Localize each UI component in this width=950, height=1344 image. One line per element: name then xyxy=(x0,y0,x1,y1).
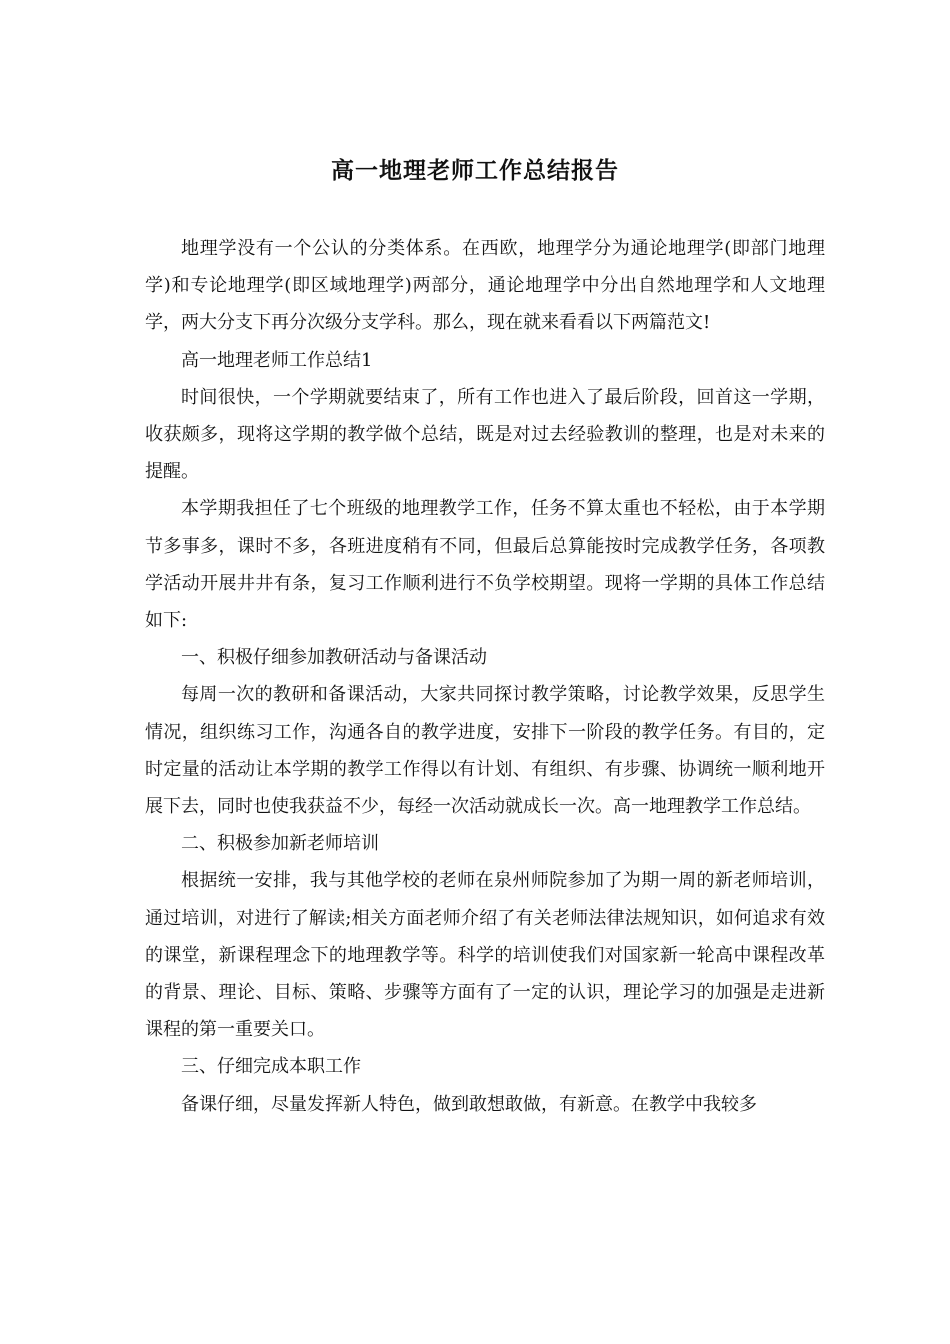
subsection-heading: 一、积极仔细参加教研活动与备课活动 xyxy=(181,647,487,669)
paragraph: 本学期我担任了七个班级的地理教学工作，任务不算太重也不轻松，由于本学期节多事多，课时不多，各班进度稍有不同，但最后总算能按时完成教学任务，各项教学活动开展井井有条，复习工作顺利进行不负学校期望。现将一学期的具体工作总结如下: xyxy=(145,498,825,632)
paragraph: 每周一次的教研和备课活动，大家共同探讨教学策略，讨论教学效果，反思学生情况，组织练习工作，沟通各自的教学进度，安排下一阶段的教学任务。有目的，定时定量的活动让本学期的教学工作得以有计划、有组织、有步骤、协调统一顺利地开展下去，同时也使我获益不少，每经一次活动就成长一次。高一地理教学工作总结。 xyxy=(145,684,825,818)
paragraph: 时间很快，一个学期就要结束了，所有工作也进入了最后阶段，回首这一学期，收获颇多，现将这学期的教学做个总结，既是对过去经验教训的整理，也是对未来的提醒。 xyxy=(145,386,825,483)
subsection-heading: 二、积极参加新老师培训 xyxy=(181,833,379,855)
section-heading: 高一地理老师工作总结1 xyxy=(181,349,373,371)
document-title: 高一地理老师工作总结报告 xyxy=(331,157,619,184)
paragraph: 备课仔细，尽量发挥新人特色，做到敢想敢做，有新意。在教学中我较多 xyxy=(181,1093,757,1115)
document-body xyxy=(145,230,825,1123)
paragraph: 根据统一安排，我与其他学校的老师在泉州师院参加了为期一周的新老师培训，通过培训，对进行了解读;相关方面老师介绍了有关老师法律法规知识，如何追求有效的课堂，新课程理念下的地理教学等。科学的培训使我们对国家新一轮高中课程改革的背景、理论、目标、策略、步骤等方面有了一定的认识，理论学习的加强是走进新课程的第一重要关口。 xyxy=(145,870,825,1041)
intro-paragraph: 地理学没有一个公认的分类体系。在西欧，地理学分为通论地理学(即部门地理学)和专论地理学(即区域地理学)两部分，通论地理学中分出自然地理学和人文地理学，两大分支下再分次级分支学科。那么，现在就来看看以下两篇范文! xyxy=(145,238,825,334)
subsection-heading: 三、仔细完成本职工作 xyxy=(181,1056,361,1078)
